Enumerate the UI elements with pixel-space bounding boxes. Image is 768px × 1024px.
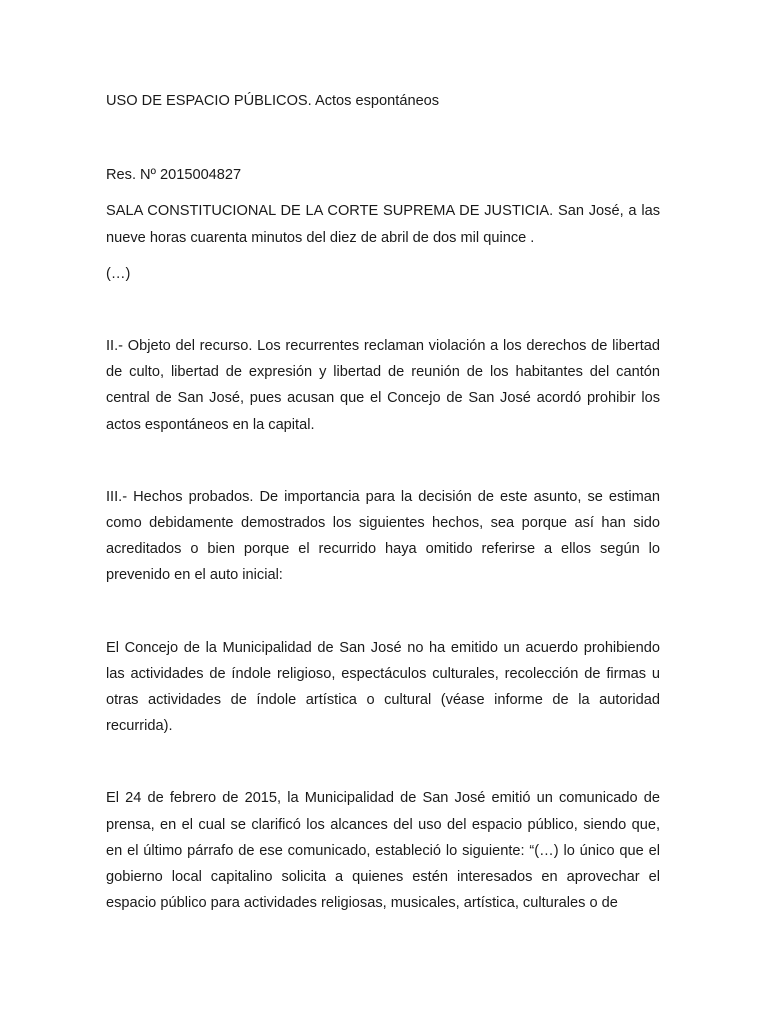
document-title: USO DE ESPACIO PÚBLICOS. Actos espontáneos (106, 93, 440, 109)
paragraph-object-of-appeal: II.- Objeto del recurso. Los recurrentes reclaman violación a los derechos de libertad de culto, libertad de expresión y libertad de reunión de los habitantes del cantón central de San José, pues acusan que el Concejo de San José acordó prohibir los actos espontáneos en la capital. (106, 338, 660, 433)
document-body (106, 88, 660, 962)
court-header-paragraph: SALA CONSTITUCIONAL DE LA CORTE SUPREMA DE JUSTICIA. San José, a las nueve horas cuarenta minutos del diez de abril de dos mil quince . (106, 203, 660, 246)
resolution-number: Res. Nº 2015004827 (106, 167, 242, 184)
paragraph-proven-facts: III.- Hechos probados. De importancia para la decisión de este asunto, se estiman como debidamente demostrados los siguientes hechos, sea porque así han sido acreditados o bien porque el recurrido haya omitido referirse a ellos según lo prevenido en el auto inicial: (106, 488, 660, 584)
paragraph-council-fact: El Concejo de la Municipalidad de San José no ha emitido un acuerdo prohibiendo las actividades de índole religioso, espectáculos culturales, recolección de firmas u otras actividades de índole artística o cultural (véase informe de la autoridad recurrida). (106, 639, 660, 735)
ellipsis-line: (…) (106, 265, 131, 282)
paragraph-press-release-fact: El 24 de febrero de 2015, la Municipalidad de San José emitió un comunicado de prensa, en el cual se clarificó los alcances del uso del espacio público, siendo que, en el último párrafo de ese comunicado, estableció lo siguiente: “(…) lo único que el gobierno local capitalino solicita a quienes estén interesados en aprovechar el espacio público para actividades religiosas, musicales, artística, culturales o de (106, 790, 660, 912)
